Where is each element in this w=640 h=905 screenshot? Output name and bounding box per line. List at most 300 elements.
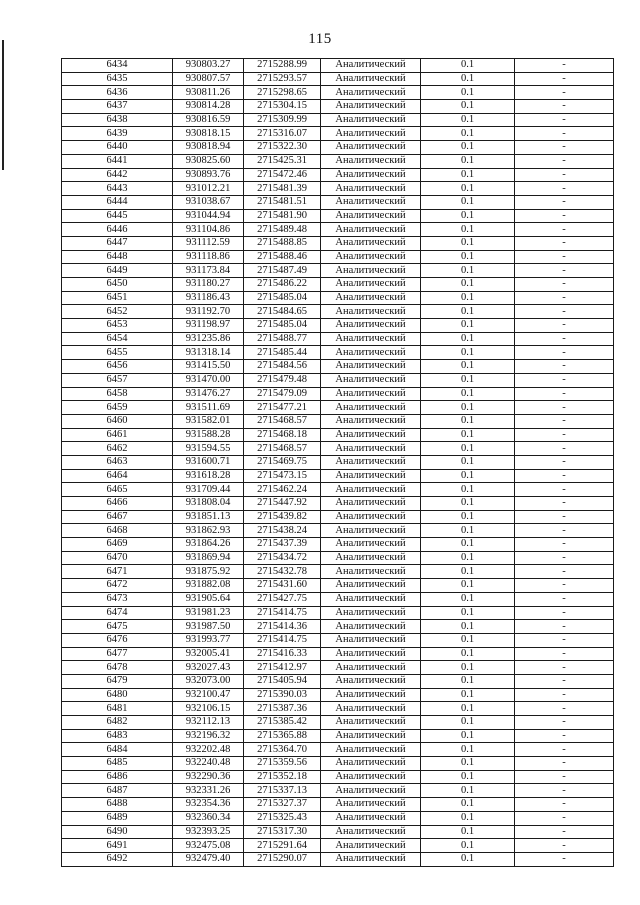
note-cell: - [515,305,614,319]
point-number-cell: 6468 [62,524,173,538]
x-coordinate-cell: 931173.84 [173,264,244,278]
coordinates-table-body [62,59,614,867]
x-coordinate-cell: 931038.67 [173,195,244,209]
table-row [62,633,614,647]
table-row [62,236,614,250]
x-coordinate-cell: 930825.60 [173,154,244,168]
note-cell: - [515,428,614,442]
table-row [62,510,614,524]
y-coordinate-cell: 2715317.30 [244,825,321,839]
table-row [62,72,614,86]
table-row [62,223,614,237]
point-number-cell: 6482 [62,716,173,730]
x-coordinate-cell: 932100.47 [173,688,244,702]
point-number-cell: 6445 [62,209,173,223]
y-coordinate-cell: 2715481.39 [244,182,321,196]
accuracy-cell: 0.1 [421,674,515,688]
x-coordinate-cell: 931882.08 [173,579,244,593]
accuracy-cell: 0.1 [421,442,515,456]
y-coordinate-cell: 2715322.30 [244,141,321,155]
note-cell: - [515,195,614,209]
point-number-cell: 6466 [62,497,173,511]
note-cell: - [515,606,614,620]
point-number-cell: 6437 [62,100,173,114]
point-number-cell: 6444 [62,195,173,209]
point-number-cell: 6492 [62,852,173,866]
table-row [62,59,614,73]
note-cell: - [515,223,614,237]
method-cell: Аналитический [321,592,421,606]
point-number-cell: 6480 [62,688,173,702]
accuracy-cell: 0.1 [421,483,515,497]
note-cell: - [515,510,614,524]
table-row [62,798,614,812]
point-number-cell: 6463 [62,455,173,469]
accuracy-cell: 0.1 [421,154,515,168]
accuracy-cell: 0.1 [421,305,515,319]
y-coordinate-cell: 2715484.65 [244,305,321,319]
note-cell: - [515,154,614,168]
note-cell: - [515,346,614,360]
x-coordinate-cell: 932475.08 [173,839,244,853]
accuracy-cell: 0.1 [421,702,515,716]
note-cell: - [515,59,614,73]
accuracy-cell: 0.1 [421,469,515,483]
point-number-cell: 6455 [62,346,173,360]
method-cell: Аналитический [321,195,421,209]
y-coordinate-cell: 2715364.70 [244,743,321,757]
method-cell: Аналитический [321,551,421,565]
table-row [62,154,614,168]
table-row [62,127,614,141]
method-cell: Аналитический [321,291,421,305]
table-row [62,373,614,387]
method-cell: Аналитический [321,647,421,661]
accuracy-cell: 0.1 [421,168,515,182]
y-coordinate-cell: 2715447.92 [244,497,321,511]
point-number-cell: 6487 [62,784,173,798]
note-cell: - [515,141,614,155]
method-cell: Аналитический [321,688,421,702]
method-cell: Аналитический [321,510,421,524]
x-coordinate-cell: 931862.93 [173,524,244,538]
y-coordinate-cell: 2715325.43 [244,811,321,825]
note-cell: - [515,291,614,305]
note-cell: - [515,414,614,428]
method-cell: Аналитический [321,428,421,442]
point-number-cell: 6441 [62,154,173,168]
accuracy-cell: 0.1 [421,455,515,469]
table-row [62,579,614,593]
y-coordinate-cell: 2715487.49 [244,264,321,278]
y-coordinate-cell: 2715432.78 [244,565,321,579]
y-coordinate-cell: 2715298.65 [244,86,321,100]
coordinates-table [61,58,614,867]
accuracy-cell: 0.1 [421,716,515,730]
method-cell: Аналитический [321,59,421,73]
method-cell: Аналитический [321,483,421,497]
accuracy-cell: 0.1 [421,647,515,661]
point-number-cell: 6461 [62,428,173,442]
accuracy-cell: 0.1 [421,606,515,620]
point-number-cell: 6469 [62,538,173,552]
table-row [62,538,614,552]
x-coordinate-cell: 932005.41 [173,647,244,661]
note-cell: - [515,579,614,593]
point-number-cell: 6440 [62,141,173,155]
accuracy-cell: 0.1 [421,401,515,415]
accuracy-cell: 0.1 [421,497,515,511]
accuracy-cell: 0.1 [421,538,515,552]
accuracy-cell: 0.1 [421,811,515,825]
note-cell: - [515,469,614,483]
table-row [62,442,614,456]
y-coordinate-cell: 2715479.09 [244,387,321,401]
x-coordinate-cell: 932331.26 [173,784,244,798]
x-coordinate-cell: 932112.13 [173,716,244,730]
method-cell: Аналитический [321,702,421,716]
note-cell: - [515,332,614,346]
note-cell: - [515,839,614,853]
y-coordinate-cell: 2715469.75 [244,455,321,469]
y-coordinate-cell: 2715288.99 [244,59,321,73]
y-coordinate-cell: 2715304.15 [244,100,321,114]
point-number-cell: 6475 [62,620,173,634]
point-number-cell: 6489 [62,811,173,825]
point-number-cell: 6484 [62,743,173,757]
x-coordinate-cell: 931808.04 [173,497,244,511]
note-cell: - [515,497,614,511]
y-coordinate-cell: 2715477.21 [244,401,321,415]
x-coordinate-cell: 932479.40 [173,852,244,866]
table-row [62,825,614,839]
x-coordinate-cell: 931594.55 [173,442,244,456]
x-coordinate-cell: 931044.94 [173,209,244,223]
note-cell: - [515,770,614,784]
point-number-cell: 6454 [62,332,173,346]
method-cell: Аналитический [321,674,421,688]
x-coordinate-cell: 930818.15 [173,127,244,141]
note-cell: - [515,373,614,387]
accuracy-cell: 0.1 [421,346,515,360]
method-cell: Аналитический [321,141,421,155]
y-coordinate-cell: 2715352.18 [244,770,321,784]
table-row [62,497,614,511]
y-coordinate-cell: 2715416.33 [244,647,321,661]
accuracy-cell: 0.1 [421,387,515,401]
table-row [62,469,614,483]
table-row [62,141,614,155]
table-row [62,743,614,757]
table-row [62,195,614,209]
method-cell: Аналитический [321,360,421,374]
x-coordinate-cell: 932360.34 [173,811,244,825]
y-coordinate-cell: 2715414.75 [244,606,321,620]
method-cell: Аналитический [321,455,421,469]
y-coordinate-cell: 2715365.88 [244,729,321,743]
method-cell: Аналитический [321,127,421,141]
point-number-cell: 6491 [62,839,173,853]
accuracy-cell: 0.1 [421,414,515,428]
y-coordinate-cell: 2715414.36 [244,620,321,634]
point-number-cell: 6438 [62,113,173,127]
y-coordinate-cell: 2715414.75 [244,633,321,647]
y-coordinate-cell: 2715405.94 [244,674,321,688]
table-row [62,168,614,182]
table-row [62,455,614,469]
note-cell: - [515,538,614,552]
method-cell: Аналитический [321,633,421,647]
point-number-cell: 6439 [62,127,173,141]
point-number-cell: 6471 [62,565,173,579]
accuracy-cell: 0.1 [421,264,515,278]
note-cell: - [515,633,614,647]
method-cell: Аналитический [321,72,421,86]
method-cell: Аналитический [321,236,421,250]
point-number-cell: 6442 [62,168,173,182]
note-cell: - [515,455,614,469]
accuracy-cell: 0.1 [421,86,515,100]
method-cell: Аналитический [321,182,421,196]
table-row [62,606,614,620]
table-row [62,428,614,442]
x-coordinate-cell: 930818.94 [173,141,244,155]
note-cell: - [515,250,614,264]
point-number-cell: 6451 [62,291,173,305]
accuracy-cell: 0.1 [421,839,515,853]
point-number-cell: 6457 [62,373,173,387]
accuracy-cell: 0.1 [421,428,515,442]
table-row [62,661,614,675]
x-coordinate-cell: 932073.00 [173,674,244,688]
y-coordinate-cell: 2715385.42 [244,716,321,730]
method-cell: Аналитический [321,332,421,346]
point-number-cell: 6464 [62,469,173,483]
accuracy-cell: 0.1 [421,72,515,86]
point-number-cell: 6465 [62,483,173,497]
table-row [62,551,614,565]
x-coordinate-cell: 931476.27 [173,387,244,401]
accuracy-cell: 0.1 [421,784,515,798]
point-number-cell: 6456 [62,360,173,374]
table-row [62,852,614,866]
y-coordinate-cell: 2715485.44 [244,346,321,360]
y-coordinate-cell: 2715488.85 [244,236,321,250]
point-number-cell: 6473 [62,592,173,606]
accuracy-cell: 0.1 [421,360,515,374]
x-coordinate-cell: 931118.86 [173,250,244,264]
table-row [62,647,614,661]
x-coordinate-cell: 932202.48 [173,743,244,757]
note-cell: - [515,182,614,196]
x-coordinate-cell: 931987.50 [173,620,244,634]
table-row [62,401,614,415]
note-cell: - [515,565,614,579]
x-coordinate-cell: 931180.27 [173,278,244,292]
note-cell: - [515,811,614,825]
point-number-cell: 6481 [62,702,173,716]
note-cell: - [515,688,614,702]
note-cell: - [515,209,614,223]
note-cell: - [515,319,614,333]
note-cell: - [515,729,614,743]
x-coordinate-cell: 931981.23 [173,606,244,620]
y-coordinate-cell: 2715468.57 [244,414,321,428]
y-coordinate-cell: 2715486.22 [244,278,321,292]
table-row [62,524,614,538]
method-cell: Аналитический [321,743,421,757]
note-cell: - [515,852,614,866]
y-coordinate-cell: 2715412.97 [244,661,321,675]
note-cell: - [515,113,614,127]
x-coordinate-cell: 932027.43 [173,661,244,675]
accuracy-cell: 0.1 [421,524,515,538]
y-coordinate-cell: 2715438.24 [244,524,321,538]
y-coordinate-cell: 2715293.57 [244,72,321,86]
y-coordinate-cell: 2715437.39 [244,538,321,552]
method-cell: Аналитический [321,414,421,428]
y-coordinate-cell: 2715484.56 [244,360,321,374]
point-number-cell: 6472 [62,579,173,593]
accuracy-cell: 0.1 [421,551,515,565]
x-coordinate-cell: 930811.26 [173,86,244,100]
y-coordinate-cell: 2715468.18 [244,428,321,442]
y-coordinate-cell: 2715316.07 [244,127,321,141]
x-coordinate-cell: 931582.01 [173,414,244,428]
method-cell: Аналитический [321,661,421,675]
table-row [62,209,614,223]
note-cell: - [515,278,614,292]
accuracy-cell: 0.1 [421,592,515,606]
note-cell: - [515,798,614,812]
method-cell: Аналитический [321,278,421,292]
y-coordinate-cell: 2715427.75 [244,592,321,606]
accuracy-cell: 0.1 [421,141,515,155]
point-number-cell: 6458 [62,387,173,401]
accuracy-cell: 0.1 [421,510,515,524]
x-coordinate-cell: 931104.86 [173,223,244,237]
accuracy-cell: 0.1 [421,291,515,305]
y-coordinate-cell: 2715359.56 [244,757,321,771]
y-coordinate-cell: 2715337.13 [244,784,321,798]
note-cell: - [515,661,614,675]
note-cell: - [515,620,614,634]
accuracy-cell: 0.1 [421,319,515,333]
point-number-cell: 6467 [62,510,173,524]
method-cell: Аналитический [321,757,421,771]
y-coordinate-cell: 2715390.03 [244,688,321,702]
accuracy-cell: 0.1 [421,620,515,634]
y-coordinate-cell: 2715327.37 [244,798,321,812]
x-coordinate-cell: 931875.92 [173,565,244,579]
point-number-cell: 6448 [62,250,173,264]
accuracy-cell: 0.1 [421,373,515,387]
note-cell: - [515,72,614,86]
y-coordinate-cell: 2715488.46 [244,250,321,264]
table-row [62,770,614,784]
method-cell: Аналитический [321,264,421,278]
table-row [62,592,614,606]
point-number-cell: 6452 [62,305,173,319]
accuracy-cell: 0.1 [421,195,515,209]
method-cell: Аналитический [321,524,421,538]
method-cell: Аналитический [321,387,421,401]
accuracy-cell: 0.1 [421,332,515,346]
accuracy-cell: 0.1 [421,688,515,702]
accuracy-cell: 0.1 [421,182,515,196]
table-row [62,620,614,634]
point-number-cell: 6488 [62,798,173,812]
table-row [62,264,614,278]
table-row [62,729,614,743]
point-number-cell: 6462 [62,442,173,456]
note-cell: - [515,264,614,278]
x-coordinate-cell: 931415.50 [173,360,244,374]
x-coordinate-cell: 931235.86 [173,332,244,346]
table-row [62,360,614,374]
x-coordinate-cell: 931851.13 [173,510,244,524]
x-coordinate-cell: 931186.43 [173,291,244,305]
table-row [62,305,614,319]
point-number-cell: 6447 [62,236,173,250]
x-coordinate-cell: 930814.28 [173,100,244,114]
x-coordinate-cell: 931012.21 [173,182,244,196]
table-row [62,319,614,333]
note-cell: - [515,86,614,100]
point-number-cell: 6450 [62,278,173,292]
scan-edge-mark [2,40,4,170]
table-row [62,182,614,196]
method-cell: Аналитический [321,442,421,456]
x-coordinate-cell: 932106.15 [173,702,244,716]
point-number-cell: 6477 [62,647,173,661]
accuracy-cell: 0.1 [421,100,515,114]
x-coordinate-cell: 932196.32 [173,729,244,743]
y-coordinate-cell: 2715291.64 [244,839,321,853]
page-number: 115 [308,31,332,47]
method-cell: Аналитический [321,154,421,168]
note-cell: - [515,757,614,771]
note-cell: - [515,100,614,114]
method-cell: Аналитический [321,86,421,100]
point-number-cell: 6435 [62,72,173,86]
method-cell: Аналитический [321,565,421,579]
y-coordinate-cell: 2715481.90 [244,209,321,223]
note-cell: - [515,551,614,565]
x-coordinate-cell: 931112.59 [173,236,244,250]
x-coordinate-cell: 931470.00 [173,373,244,387]
method-cell: Аналитический [321,729,421,743]
method-cell: Аналитический [321,113,421,127]
accuracy-cell: 0.1 [421,798,515,812]
point-number-cell: 6449 [62,264,173,278]
table-row [62,86,614,100]
method-cell: Аналитический [321,373,421,387]
y-coordinate-cell: 2715309.99 [244,113,321,127]
x-coordinate-cell: 931192.70 [173,305,244,319]
accuracy-cell: 0.1 [421,59,515,73]
x-coordinate-cell: 931318.14 [173,346,244,360]
method-cell: Аналитический [321,620,421,634]
accuracy-cell: 0.1 [421,565,515,579]
table-row [62,839,614,853]
x-coordinate-cell: 930807.57 [173,72,244,86]
y-coordinate-cell: 2715439.82 [244,510,321,524]
accuracy-cell: 0.1 [421,113,515,127]
x-coordinate-cell: 930816.59 [173,113,244,127]
note-cell: - [515,483,614,497]
accuracy-cell: 0.1 [421,278,515,292]
